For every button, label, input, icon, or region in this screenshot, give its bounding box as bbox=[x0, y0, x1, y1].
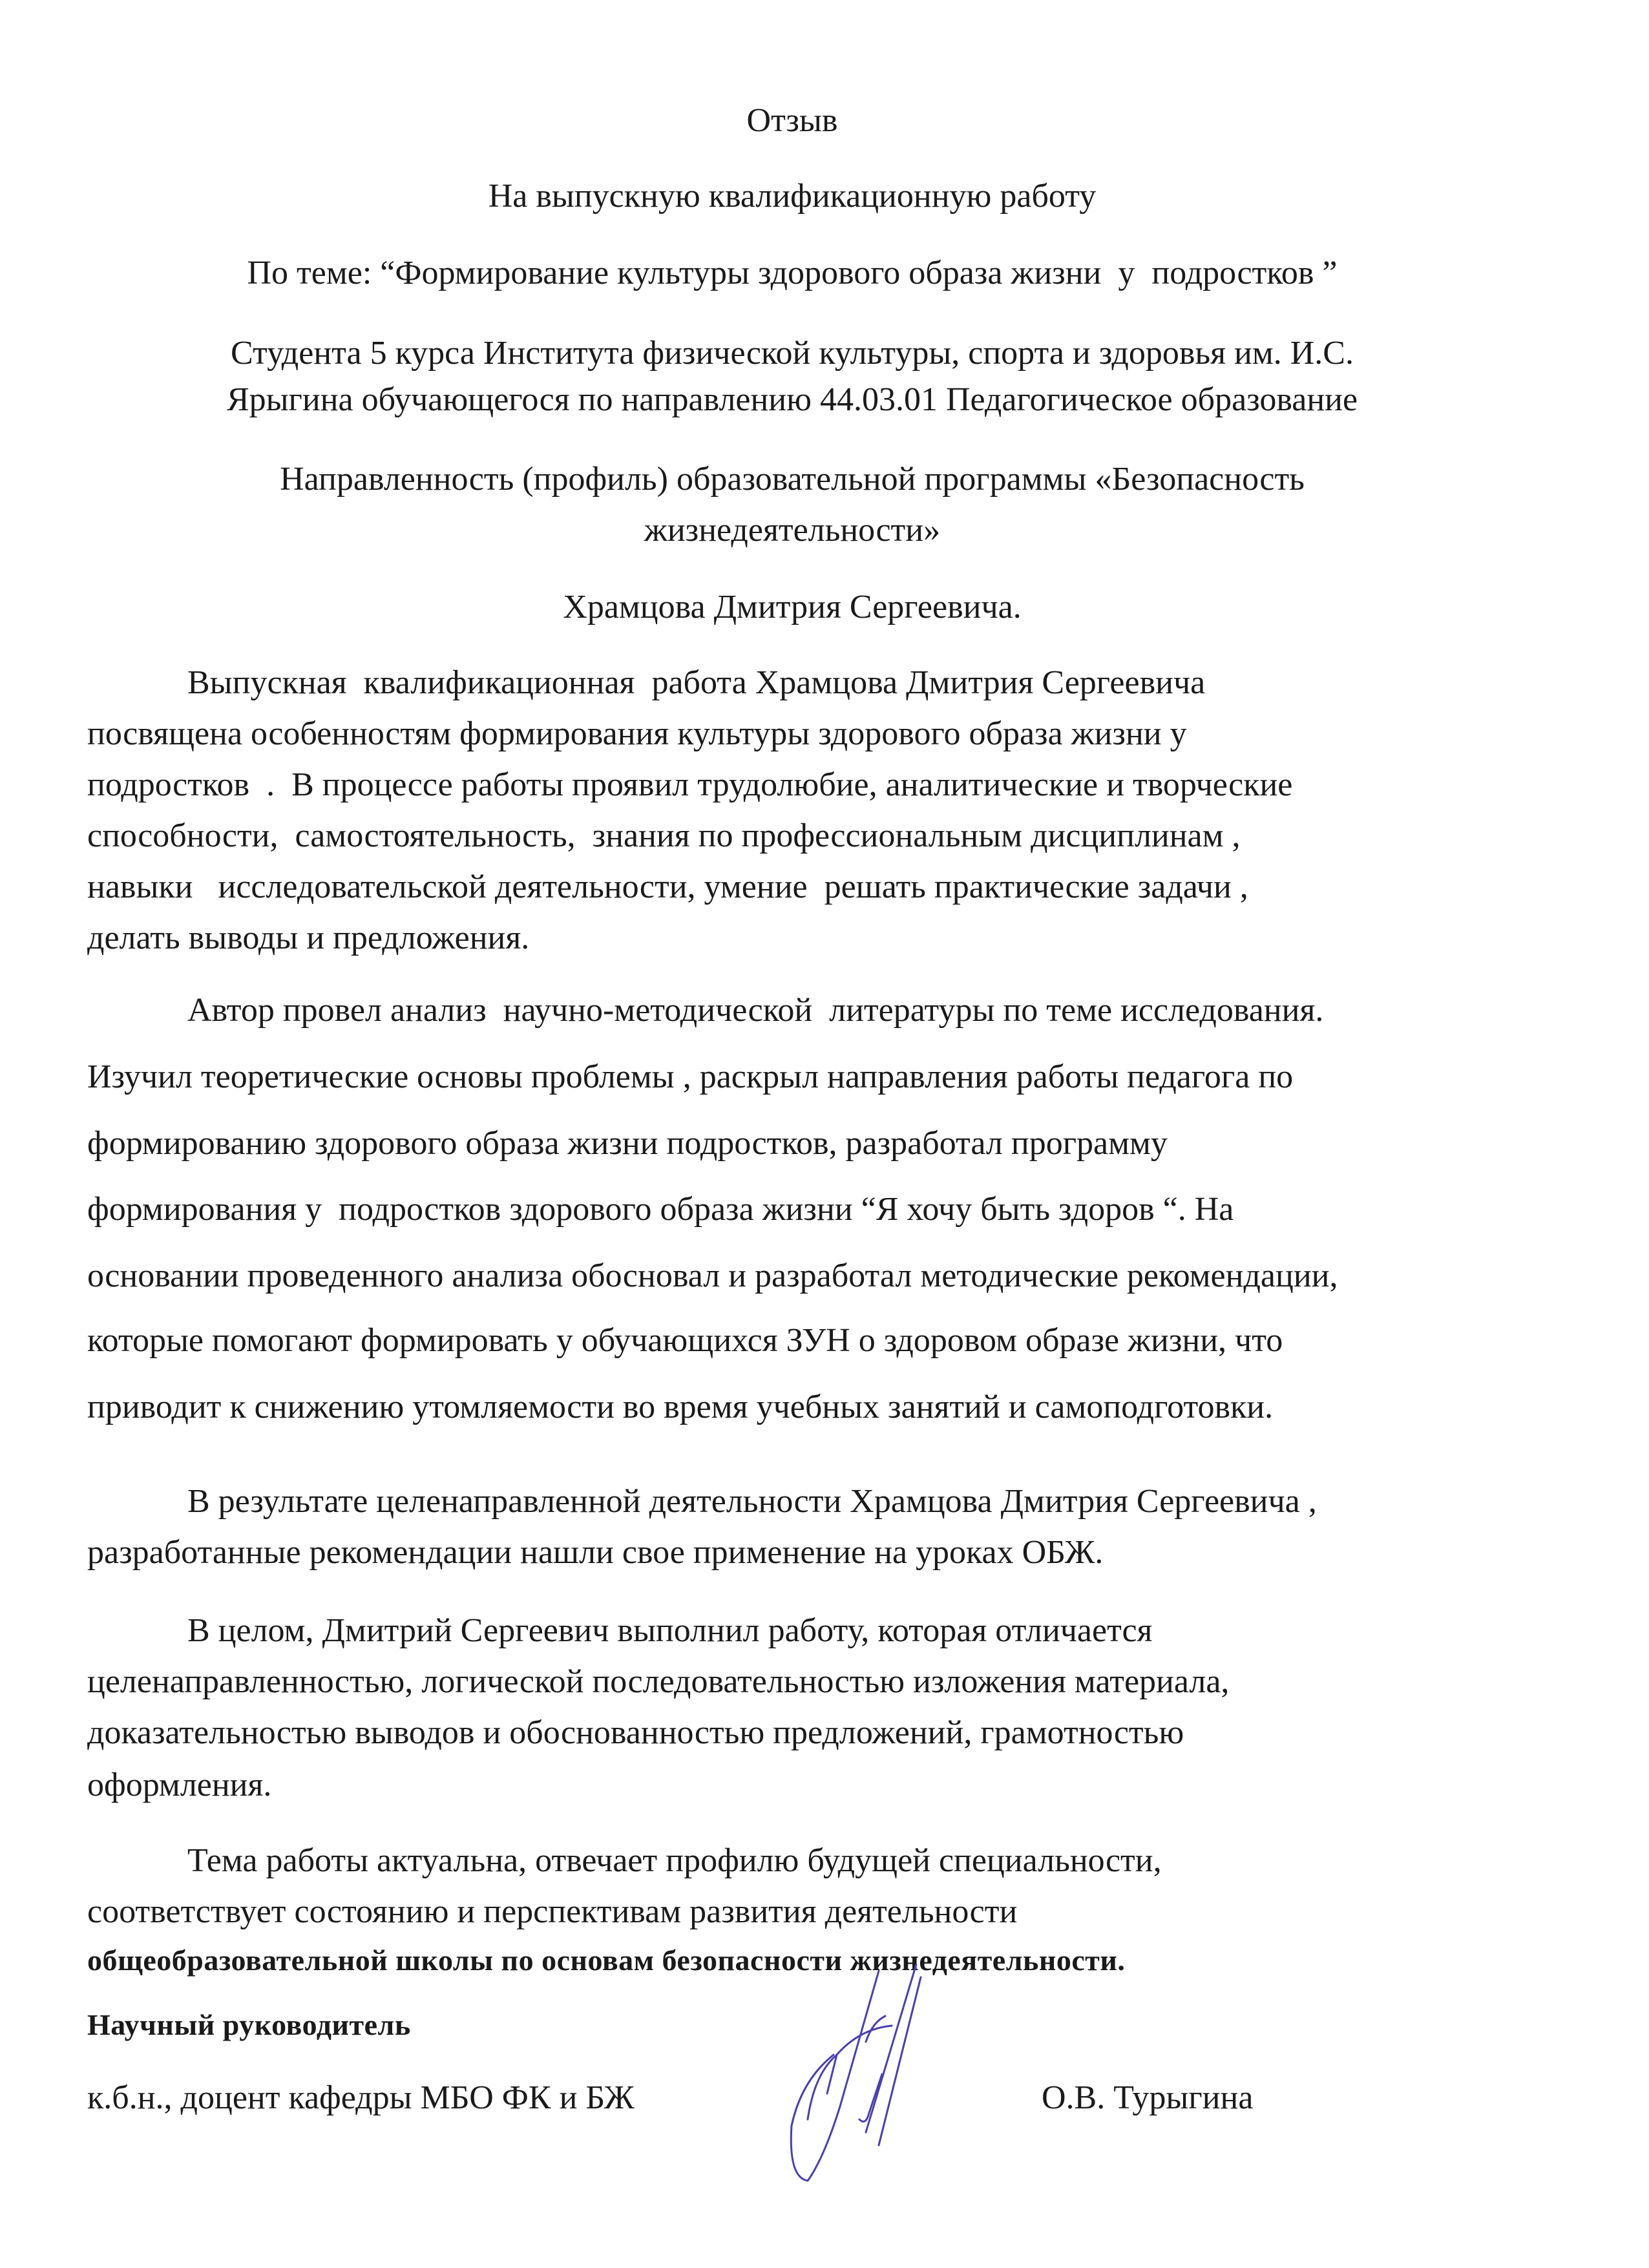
paragraph-line: Выпускная квалификационная работа Храмцова Дмитрия Сергеевича bbox=[187, 664, 1206, 701]
paragraph-line: В результате целенаправленной деятельности Храмцова Дмитрия Сергеевича , bbox=[187, 1483, 1317, 1520]
thesis-topic: По теме: “Формирование культуры здорового образа жизни у подростков ” bbox=[247, 255, 1338, 291]
supervisor-name: О.В. Турыгина bbox=[1042, 2079, 1254, 2116]
paragraph-line: формирования у подростков здорового образа жизни “Я хочу быть здоров “. На bbox=[87, 1191, 1234, 1228]
handwritten-signature bbox=[762, 1964, 976, 2184]
paragraph-line: подростков . В процессе работы проявил трудолюбие, аналитические и творческие bbox=[87, 766, 1293, 803]
student-info-line-2: Ярыгина обучающегося по направлению 44.03.01 Педагогическое образование bbox=[226, 381, 1358, 418]
student-name: Храмцова Дмитрия Сергеевича. bbox=[563, 589, 1022, 625]
paragraph-line: доказательностью выводов и обоснованностью предложений, грамотностью bbox=[87, 1714, 1184, 1751]
document-title: Отзыв bbox=[746, 102, 838, 139]
paragraph-line: соответствует состоянию и перспективам развития деятельности bbox=[87, 1893, 1018, 1930]
paragraph-line: формированию здорового образа жизни подростков, разработал программу bbox=[87, 1125, 1168, 1162]
profile-line-1: Направленность (профиль) образовательной программы «Безопасность bbox=[280, 461, 1305, 498]
paragraph-line: посвящена особенностям формирования культуры здорового образа жизни у bbox=[87, 715, 1187, 752]
paragraph-line: приводит к снижению утомляемости во время учебных занятий и самоподготовки. bbox=[87, 1389, 1274, 1425]
profile-line-2: жизнедеятельности» bbox=[644, 512, 941, 549]
paragraph-line: общеобразовательной школы по основам безопасности жизнедеятельности. bbox=[87, 1944, 1126, 1977]
supervisor-position: к.б.н., доцент кафедры МБО ФК и БЖ bbox=[87, 2079, 635, 2116]
student-info-line-1: Студента 5 курса Института физической культуры, спорта и здоровья им. И.С. bbox=[231, 335, 1354, 372]
paragraph-line: Изучил теоретические основы проблемы , раскрыл направления работы педагога по bbox=[87, 1058, 1294, 1095]
paragraph-line: Автор провел анализ научно-методической литературы по теме исследования. bbox=[187, 992, 1324, 1029]
supervisor-role: Научный руководитель bbox=[87, 2008, 411, 2041]
document-subtitle: На выпускную квалификационную работу bbox=[488, 178, 1097, 215]
paragraph-line: целенаправленностью, логической последовательностью изложения материала, bbox=[87, 1663, 1230, 1700]
paragraph-line: разработанные рекомендации нашли свое применение на уроках ОБЖ. bbox=[87, 1534, 1104, 1571]
paragraph-line: делать выводы и предложения. bbox=[87, 919, 530, 956]
paragraph-line: навыки исследовательской деятельности, умение решать практические задачи , bbox=[87, 868, 1248, 905]
paragraph-line: В целом, Дмитрий Сергеевич выполнил работу, которая отличается bbox=[187, 1612, 1153, 1649]
paragraph-line: основании проведенного анализа обосновал и разработал методические рекомендации, bbox=[87, 1257, 1338, 1294]
paragraph-line: которые помогают формировать у обучающихся ЗУН о здоровом образе жизни, что bbox=[87, 1322, 1283, 1359]
paragraph-line: Тема работы актуальна, отвечает профилю будущей специальности, bbox=[187, 1842, 1162, 1879]
paragraph-line: оформления. bbox=[87, 1767, 272, 1803]
paragraph-line: способности, самостоятельность, знания по профессиональным дисциплинам , bbox=[87, 817, 1241, 854]
